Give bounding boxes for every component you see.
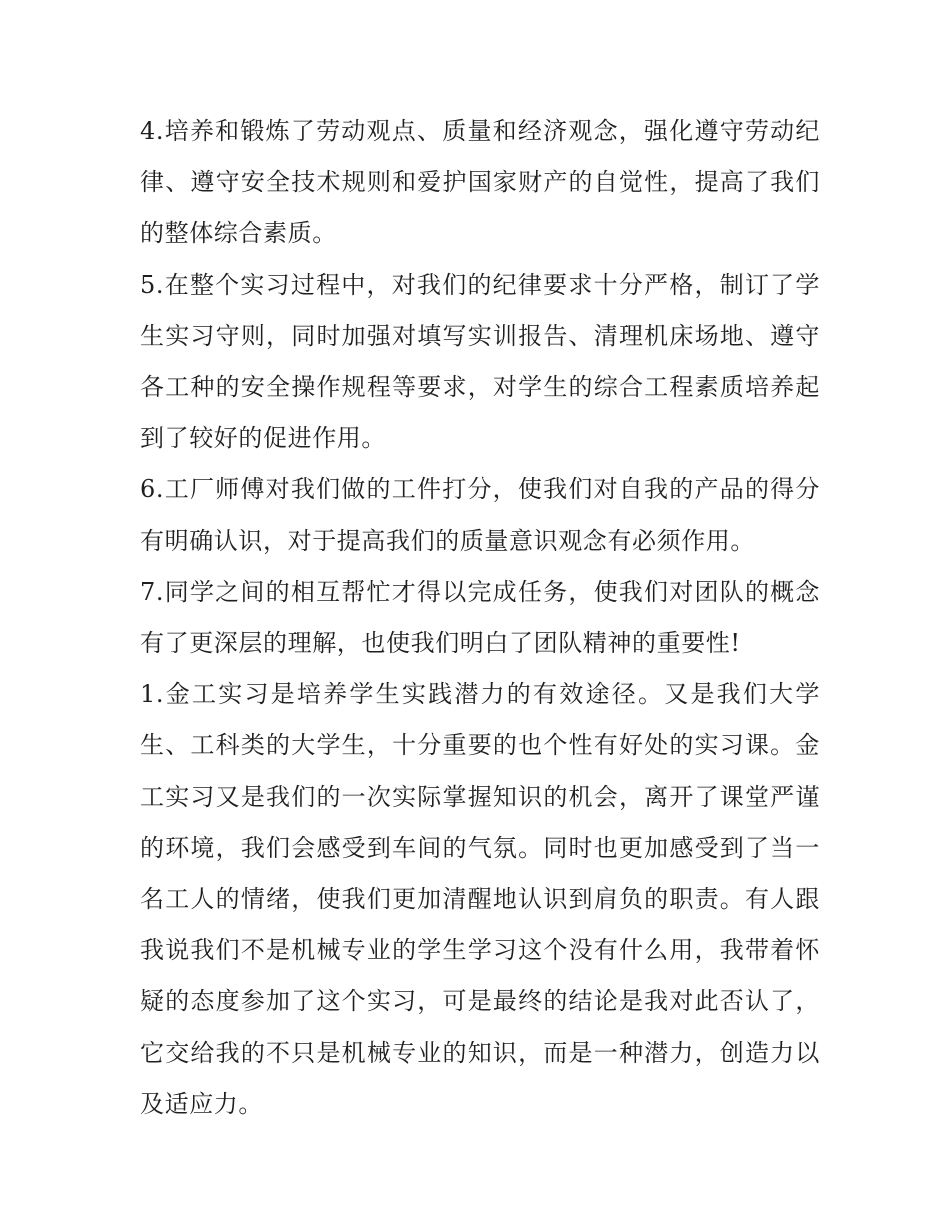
paragraph-item-1: 1.金工实习是培养学生实践潜力的有效途径。又是我们大学生、工科类的大学生，十分重要的也个性有好处的实习课。金工实习又是我们的一次实际掌握知识的机会，离开了课堂严谨的环境，我们会感受到车间的气氛。同时也更加感受到了当一名工人的情绪，使我们更加清醒地认识到肩负的职责。有人跟我说我们不是机械专业的学生学习这个没有什么用，我带着怀疑的态度参加了这个实习，可是最终的结论是我对此否认了，它交给我的不只是机械专业的知识，而是一种潜力，创造力以及适应力。 — [140, 680, 820, 1118]
paragraph-item-7: 7.同学之间的相互帮忙才得以完成任务，使我们对团队的概念有了更深层的理解，也使我们明白了团队精神的重要性! — [140, 577, 820, 658]
paragraph-item-4: 4.培养和锻炼了劳动观点、质量和经济观念，强化遵守劳动纪律、遵守安全技术规则和爱护国家财产的自觉性，提高了我们的整体综合素质。 — [140, 117, 820, 248]
paragraph-item-6: 6.工厂师傅对我们做的工件打分，使我们对自我的产品的得分有明确认识，对于提高我们的质量意识观念有必须作用。 — [140, 475, 820, 555]
document-body — [140, 106, 820, 1130]
paragraph-item-5: 5.在整个实习过程中，对我们的纪律要求十分严格，制订了学生实习守则，同时加强对填写实训报告、清理机床场地、遵守各工种的安全操作规程等要求，对学生的综合工程素质培养起到了较好的促进作用。 — [140, 270, 820, 453]
